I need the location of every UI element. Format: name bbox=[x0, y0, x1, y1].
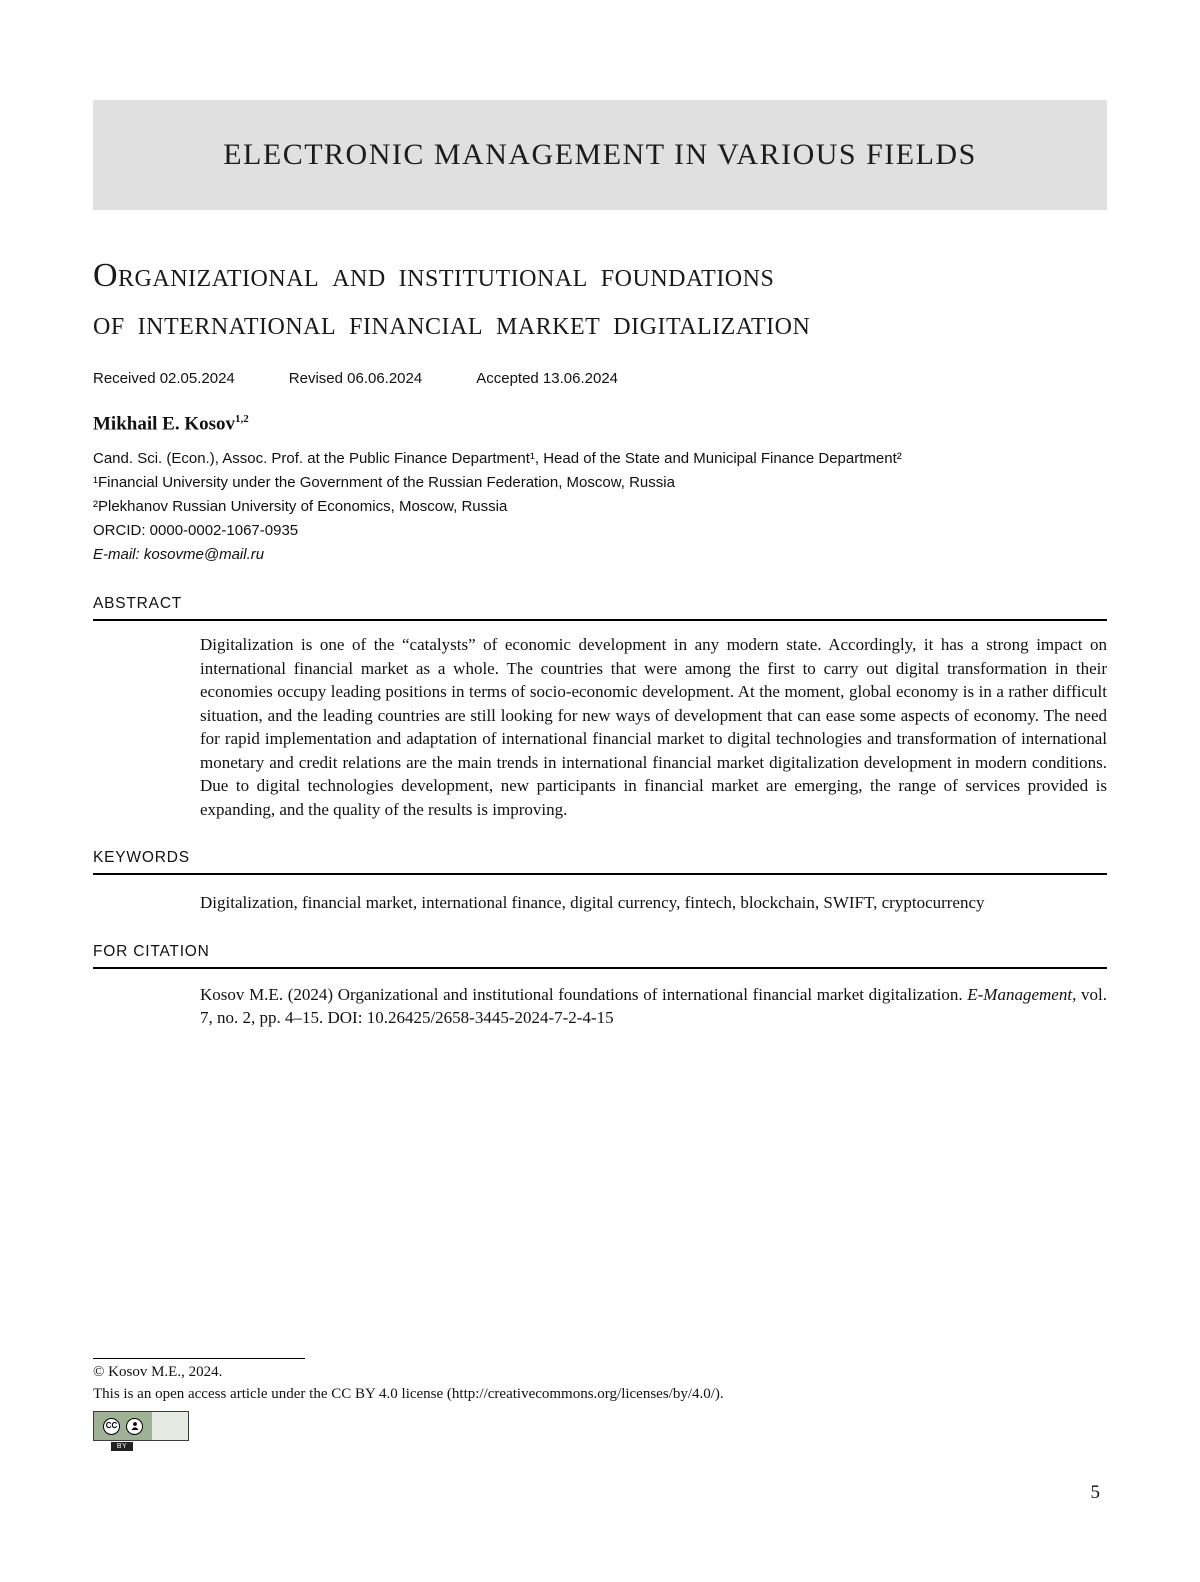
cc-by-label: BY bbox=[111, 1442, 133, 1451]
cc-badge-icons bbox=[94, 1412, 152, 1440]
author-position: Cand. Sci. (Econ.), Assoc. Prof. at the Public Finance Department¹, Head of the State and Municipal Finance Department² bbox=[93, 450, 902, 468]
article-title-line1: Organizational and institutional foundations bbox=[93, 257, 775, 294]
dates-row bbox=[93, 370, 1107, 387]
article-title bbox=[93, 252, 1107, 348]
affiliation-footnote-2: ²Plekhanov Russian University of Economics, Moscow, Russia bbox=[93, 498, 508, 516]
citation-text bbox=[200, 983, 1107, 1030]
keywords-text: Digitalization, financial market, international finance, digital currency, fintech, blockchain, SWIFT, cryptocurrency bbox=[200, 893, 985, 913]
citation-text-before: Kosov M.E. (2024) Organizational and institutional foundations of international financial market digitalization. bbox=[200, 984, 968, 1004]
journal-section-banner bbox=[93, 100, 1107, 210]
keywords-heading: KEYWORDS bbox=[93, 849, 190, 867]
journal-section-title: ELECTRONIC MANAGEMENT IN VARIOUS FIELDS bbox=[223, 138, 977, 171]
author-superscript: 1,2 bbox=[235, 413, 249, 425]
orcid-line: ORCID: 0000-0002-1067-0935 bbox=[93, 522, 299, 540]
page-number: 5 bbox=[1090, 1482, 1100, 1503]
footnote-rule bbox=[93, 1358, 305, 1359]
date-revised: Revised 06.06.2024 bbox=[288, 370, 423, 387]
abstract-text: Digitalization is one of the “catalysts” of economic development in any modern state. Accordingly, it has a strong impact on international financial market as a whole. The countries that were among the first to carry out digital transformation in their economies occupy leading positions in terms of socio-economic development. At the moment, global economy is in a rather difficult situation, and the leading countries are still looking for new ways of development that can ease some aspects of economy. The need for rapid implementation and adaptation of international financial market to digital technologies and transformation of international monetary and credit relations are the main trends in international financial market digitalization development in modern conditions. Due to digital technologies development, new participants in financial market are emerging, the range of services provided is expanding, and the quality of the results is improving. bbox=[200, 635, 1107, 819]
for-citation-rule bbox=[93, 967, 1107, 969]
article-title-line2: of international financial market digitalization bbox=[93, 305, 811, 342]
citation-text-after: , vol. 7, no. 2, pp. 4–15. DOI: 10.26425/2658-3445-2024-7-2-4-15 bbox=[200, 984, 1107, 1028]
page-footer bbox=[93, 1358, 1107, 1451]
article-content bbox=[93, 252, 1107, 1030]
date-accepted: Accepted 13.06.2024 bbox=[476, 370, 619, 387]
license-line: This is an open access article under the CC BY 4.0 license (http://creativecommons.org/licenses/by/4.0/). bbox=[93, 1386, 724, 1402]
affiliations-block bbox=[93, 447, 1107, 567]
cc-badge-body bbox=[93, 1411, 189, 1441]
author-name-text: Mikhail E. Kosov bbox=[93, 413, 235, 435]
affiliation-footnote-1: ¹Financial University under the Government of the Russian Federation, Moscow, Russia bbox=[93, 474, 675, 492]
cc-icon: CC bbox=[103, 1418, 120, 1435]
abstract-rule bbox=[93, 619, 1107, 621]
citation-journal-name: E-Management bbox=[967, 984, 1073, 1004]
copyright-line: © Kosov M.E., 2024. bbox=[93, 1364, 223, 1380]
cc-badge-blank bbox=[152, 1412, 188, 1440]
date-received: Received 02.05.2024 bbox=[93, 370, 235, 387]
email-line: E-mail: kosovme@mail.ru bbox=[93, 546, 265, 564]
abstract-heading: ABSTRACT bbox=[93, 595, 183, 613]
cc-by-badge bbox=[93, 1411, 189, 1451]
keywords-rule bbox=[93, 873, 1107, 875]
author-name bbox=[93, 413, 1107, 435]
person-icon bbox=[126, 1418, 143, 1435]
for-citation-heading: FOR CITATION bbox=[93, 942, 210, 960]
